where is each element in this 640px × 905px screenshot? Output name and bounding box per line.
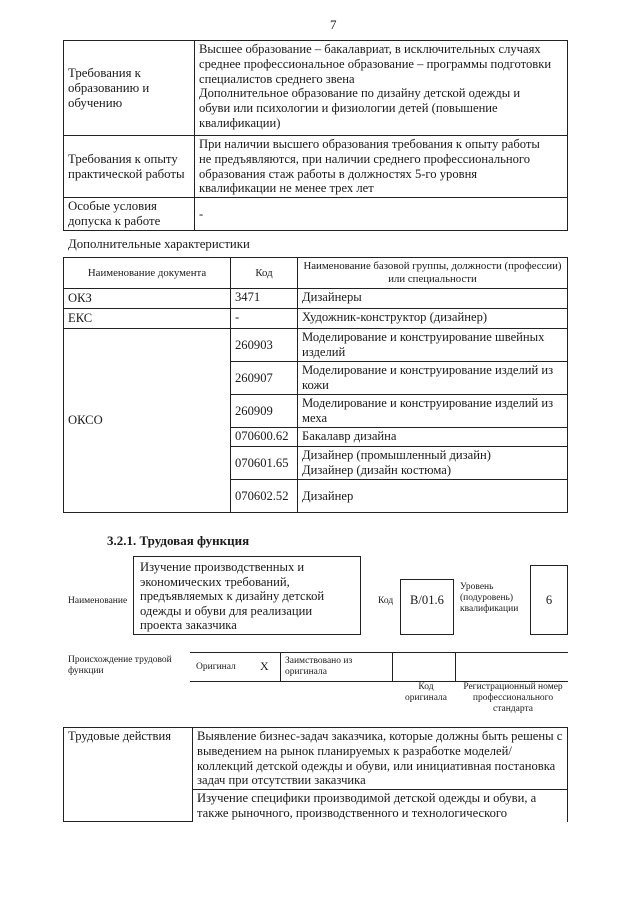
- education-value: [195, 41, 568, 136]
- access-value: -: [195, 198, 568, 231]
- name-cell: Моделирование и конструирование швейных изделий: [298, 329, 568, 362]
- section-title: 3.2.1. Трудовая функция: [107, 533, 250, 548]
- level-box: 6: [530, 565, 568, 635]
- divider: [392, 653, 393, 681]
- origin-row: [190, 652, 568, 682]
- name-cell: Моделирование и конструирование изделий из кожи: [298, 362, 568, 395]
- doc-cell-okso: ОКСО: [64, 329, 231, 513]
- text-line: обуви или психологии и физиологии детей (повышение: [199, 101, 498, 116]
- code-cell: 070602.52: [231, 480, 298, 513]
- characteristics-table: [63, 257, 568, 513]
- text-line: образования стаж работы в должностях 5-го уровня: [199, 166, 478, 181]
- experience-value: [195, 136, 568, 198]
- actions-table: [63, 727, 568, 822]
- text-line: специалистов среднего звена: [199, 71, 355, 86]
- doc-cell: ЕКС: [64, 309, 231, 329]
- borrowed-label: Заимствовано из оригинала: [285, 656, 353, 677]
- code-cell: 070600.62: [231, 428, 298, 447]
- code-label: Код: [378, 596, 394, 606]
- divider: [455, 653, 456, 681]
- access-label: Особые условия допуска к работе: [64, 198, 195, 231]
- name-cell: Художник-конструктор (дизайнер): [298, 309, 568, 329]
- col-header-name: Наименование базовой группы, должности (профессии) или специальности: [298, 258, 568, 289]
- original-mark: X: [260, 659, 269, 673]
- code-cell: 260909: [231, 395, 298, 428]
- education-label: Требования к образованию и обучению: [64, 41, 195, 136]
- origin-label: Происхождение трудовой функции: [68, 655, 172, 676]
- code-cell: 260907: [231, 362, 298, 395]
- divider: [280, 653, 281, 681]
- action-item: Изучение специфики производимой детской одежды и обуви, а также рыночного, производственного и технологического: [193, 790, 568, 822]
- page-number: 7: [330, 17, 337, 32]
- text-line: среднее профессиональное образование – программы подготовки: [199, 56, 552, 71]
- code-original-label: Код оригинала: [405, 682, 447, 703]
- doc-cell: ОКЗ: [64, 289, 231, 309]
- requirements-table: [63, 40, 568, 231]
- col-header-document: Наименование документа: [64, 258, 231, 289]
- text-line: Высшее образование – бакалавриат, в исключительных случаях: [199, 42, 541, 56]
- actions-label: Трудовые действия: [64, 728, 193, 822]
- experience-label: Требования к опыту практической работы: [64, 136, 195, 198]
- additional-title: Дополнительные характеристики: [68, 237, 250, 251]
- reg-number-label: Регистрационный номер профессионального стандарта: [463, 682, 563, 714]
- name-cell: Дизайнеры: [298, 289, 568, 309]
- text-line: не предъявляются, при наличии среднего профессионального: [199, 151, 531, 166]
- text-line: квалификации не менее трех лет: [199, 181, 374, 196]
- name-cell: Моделирование и конструирование изделий из меха: [298, 395, 568, 428]
- code-cell: 070601.65: [231, 447, 298, 480]
- col-header-code: Код: [231, 258, 298, 289]
- level-label: Уровень (подуровень) квалификации: [460, 582, 519, 614]
- original-label: Оригинал: [196, 662, 236, 672]
- name-label: Наименование: [68, 596, 128, 606]
- text-line: Дополнительное образование по дизайну детской одежды и: [199, 86, 521, 101]
- name-cell: Дизайнер: [298, 480, 568, 513]
- name-cell: Дизайнер (промышленный дизайн) Дизайнер (дизайн костюма): [298, 447, 568, 480]
- code-cell: -: [231, 309, 298, 329]
- action-item: Выявление бизнес-задач заказчика, которые должны быть решены с выведением на рынок планируемых к разработке моделей/коллекций детской одежды и обуви, или инициативная постановка задач при отсутствии заказчика: [193, 728, 568, 790]
- text-line: При наличии высшего образования требования к опыту работы: [199, 137, 540, 151]
- function-code-box: B/01.6: [400, 579, 454, 635]
- code-cell: 3471: [231, 289, 298, 309]
- text-line: квалификации): [199, 115, 281, 130]
- code-cell: 260903: [231, 329, 298, 362]
- function-name-box: Изучение производственных и экономических требований, предъявляемых к дизайну детской одежды и обуви для реализации проекта заказчика: [133, 556, 361, 635]
- name-cell: Бакалавр дизайна: [298, 428, 568, 447]
